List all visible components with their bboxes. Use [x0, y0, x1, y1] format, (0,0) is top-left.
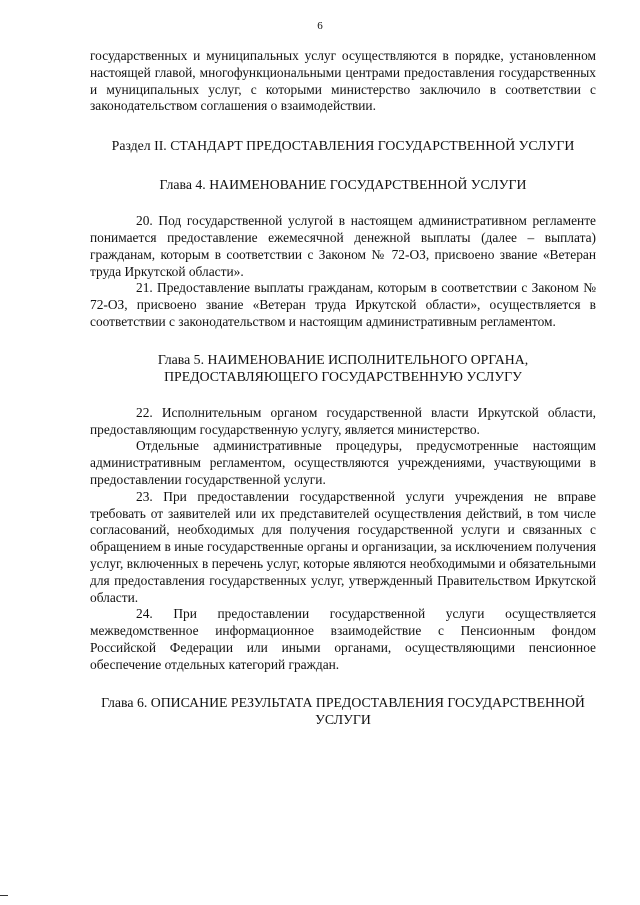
page-number: 6: [317, 20, 323, 32]
chapter-6-heading: Глава 6. ОПИСАНИЕ РЕЗУЛЬТАТА ПРЕДОСТАВЛЕНИЯ ГОСУДАРСТВЕННОЙ УСЛУГИ: [101, 694, 585, 727]
paragraph-20: 20. Под государственной услугой в настоящем административном регламенте понимается предоставление ежемесячной денежной выплаты (далее – выплата) гражданам, которым в соответствии с Законом № 72-ОЗ, присвоено звание «Ветеран труда Иркутской области».: [90, 213, 596, 279]
section-heading: Раздел II. СТАНДАРТ ПРЕДОСТАВЛЕНИЯ ГОСУДАРСТВЕННОЙ УСЛУГИ: [111, 138, 575, 154]
paragraph-continuation: государственных и муниципальных услуг осуществляются в порядке, установленном настоящей главой, многофункциональными центрами предоставления государственных и муниципальных услуг, с которыми министерство заключило в соответствии с законодательством соглашения о взаимодействии.: [90, 48, 596, 114]
chapter-5-heading: Глава 5. НАИМЕНОВАНИЕ ИСПОЛНИТЕЛЬНОГО ОРГАНА, ПРЕДОСТАВЛЯЮЩЕГО ГОСУДАРСТВЕННУЮ УСЛУГУ: [157, 351, 529, 384]
document-body: [90, 48, 596, 748]
chapter-4-heading: Глава 4. НАИМЕНОВАНИЕ ГОСУДАРСТВЕННОЙ УСЛУГИ: [159, 177, 527, 193]
paragraph-22-continued: Отдельные административные процедуры, предусмотренные настоящим административным регламентом, осуществляются учреждениями, участвующими в предоставлении государственной услуги.: [90, 438, 596, 487]
paragraph-22: 22. Исполнительным органом государственной власти Иркутской области, предоставляющим государственную услугу, является министерство.: [90, 404, 596, 437]
paragraph-23: 23. При предоставлении государственной услуги учреждения не вправе требовать от заявителей или их представителей осуществления действий, в том числе согласований, необходимых для получения государственной услуги и связанных с обращением в иные государственные органы и организации, за исключением получения услуг, включенных в перечень услуг, которые являются необходимыми и обязательными для предоставления государственных услуг, утвержденный Правительством Иркутской области.: [90, 488, 596, 605]
margin-mark: [0, 895, 8, 896]
paragraph-21: 21. Предоставление выплаты гражданам, которым в соответствии с Законом № 72-ОЗ, присвоено звание «Ветеран труда Иркутской области», осуществляется в соответствии с законодательством и настоящим административным регламентом.: [90, 280, 596, 329]
paragraph-24: 24. При предоставлении государственной услуги осуществляется межведомственное информационное взаимодействие с Пенсионным фондом Российской Федерации или иными органами, осуществляющими пенсионное обеспечение отдельных категорий граждан.: [90, 606, 596, 672]
